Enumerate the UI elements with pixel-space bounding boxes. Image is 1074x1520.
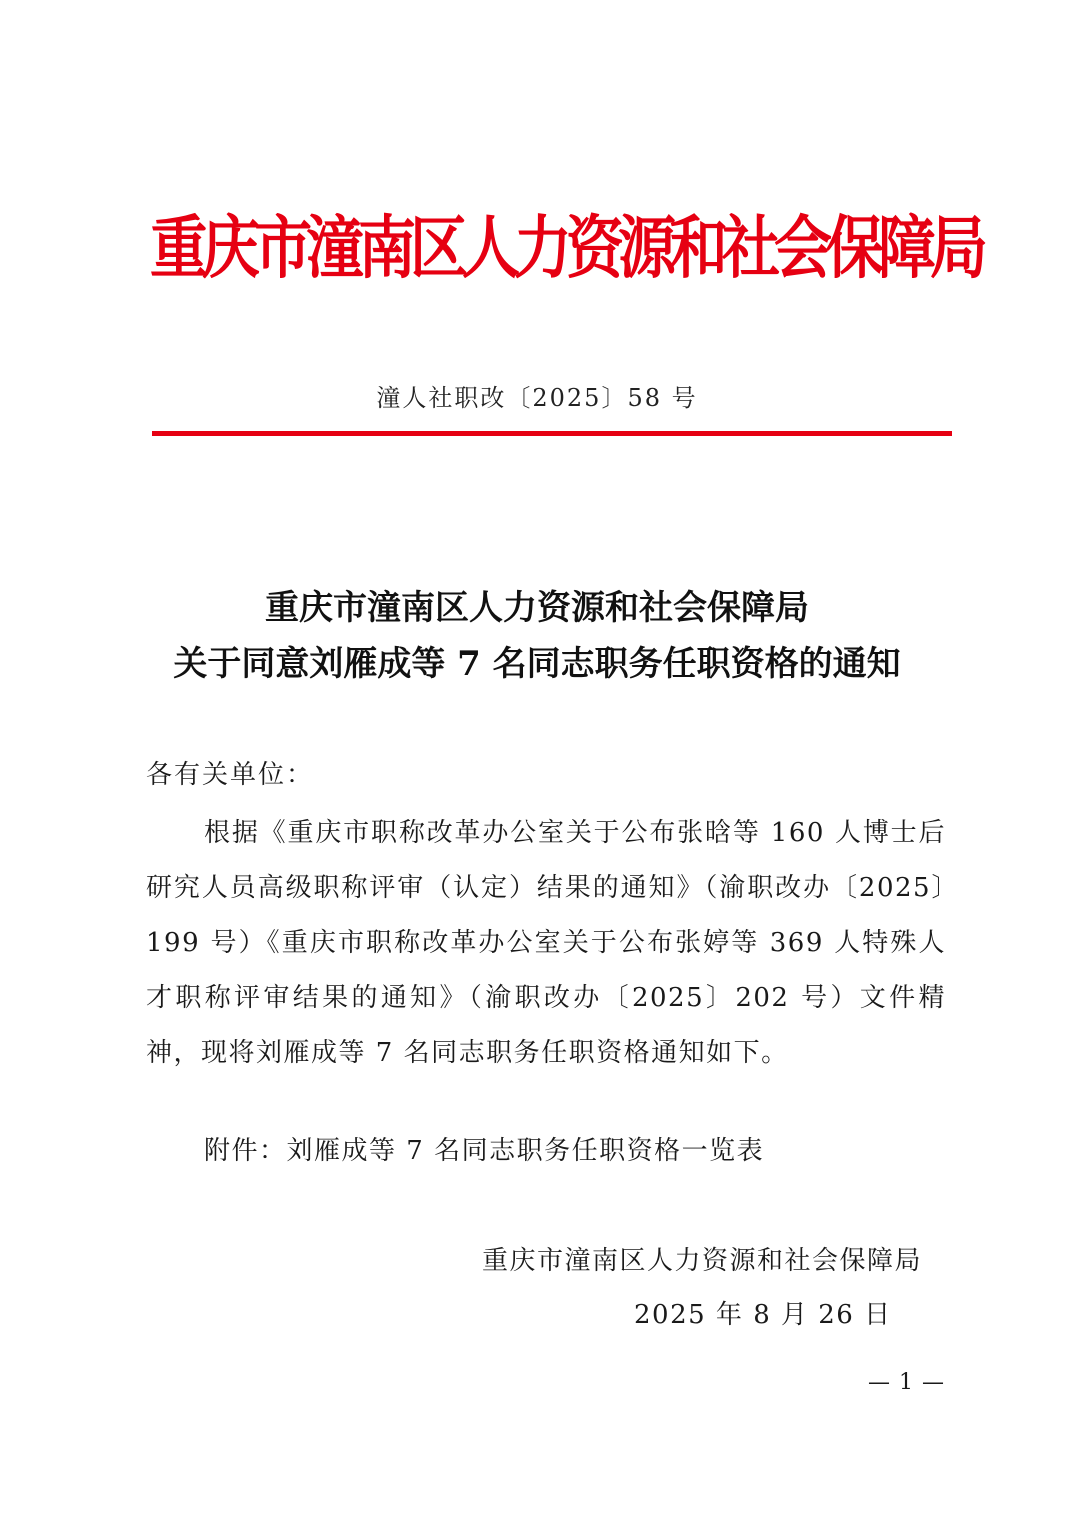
title-line-2: 关于同意刘雁成等 7 名同志职务任职资格的通知 [173, 644, 901, 684]
red-divider-rule [152, 431, 952, 436]
salutation: 各有关单位： [146, 760, 315, 790]
document-title [0, 580, 1074, 692]
page-number: — 1 — [868, 1370, 945, 1395]
masthead-org-name: 重庆市潼南区人力资源和社会保障局 [150, 207, 983, 289]
signature-date: 2025 年 8 月 26 日 [634, 1300, 892, 1330]
signature-org: 重庆市潼南区人力资源和社会保障局 [482, 1246, 923, 1276]
attachment-line: 附件：刘雁成等 7 名同志职务任职资格一览表 [204, 1136, 765, 1166]
body-paragraph: 根据《重庆市职称改革办公室关于公布张晗等 160 人博士后研究人员高级职称评审（认定）结果的通知》（渝职改办〔2025〕199 号）《重庆市职称改革办公室关于公布张婷等 369 人特殊人才职称评审结果的通知》（渝职改办〔2025〕202 号）文件精神，现将刘雁成等 7 名同志职务任职资格通知如下。 [146, 818, 946, 1068]
title-line-1: 重庆市潼南区人力资源和社会保障局 [265, 588, 809, 628]
document-number: 潼人社职改〔2025〕58 号 [376, 384, 698, 412]
